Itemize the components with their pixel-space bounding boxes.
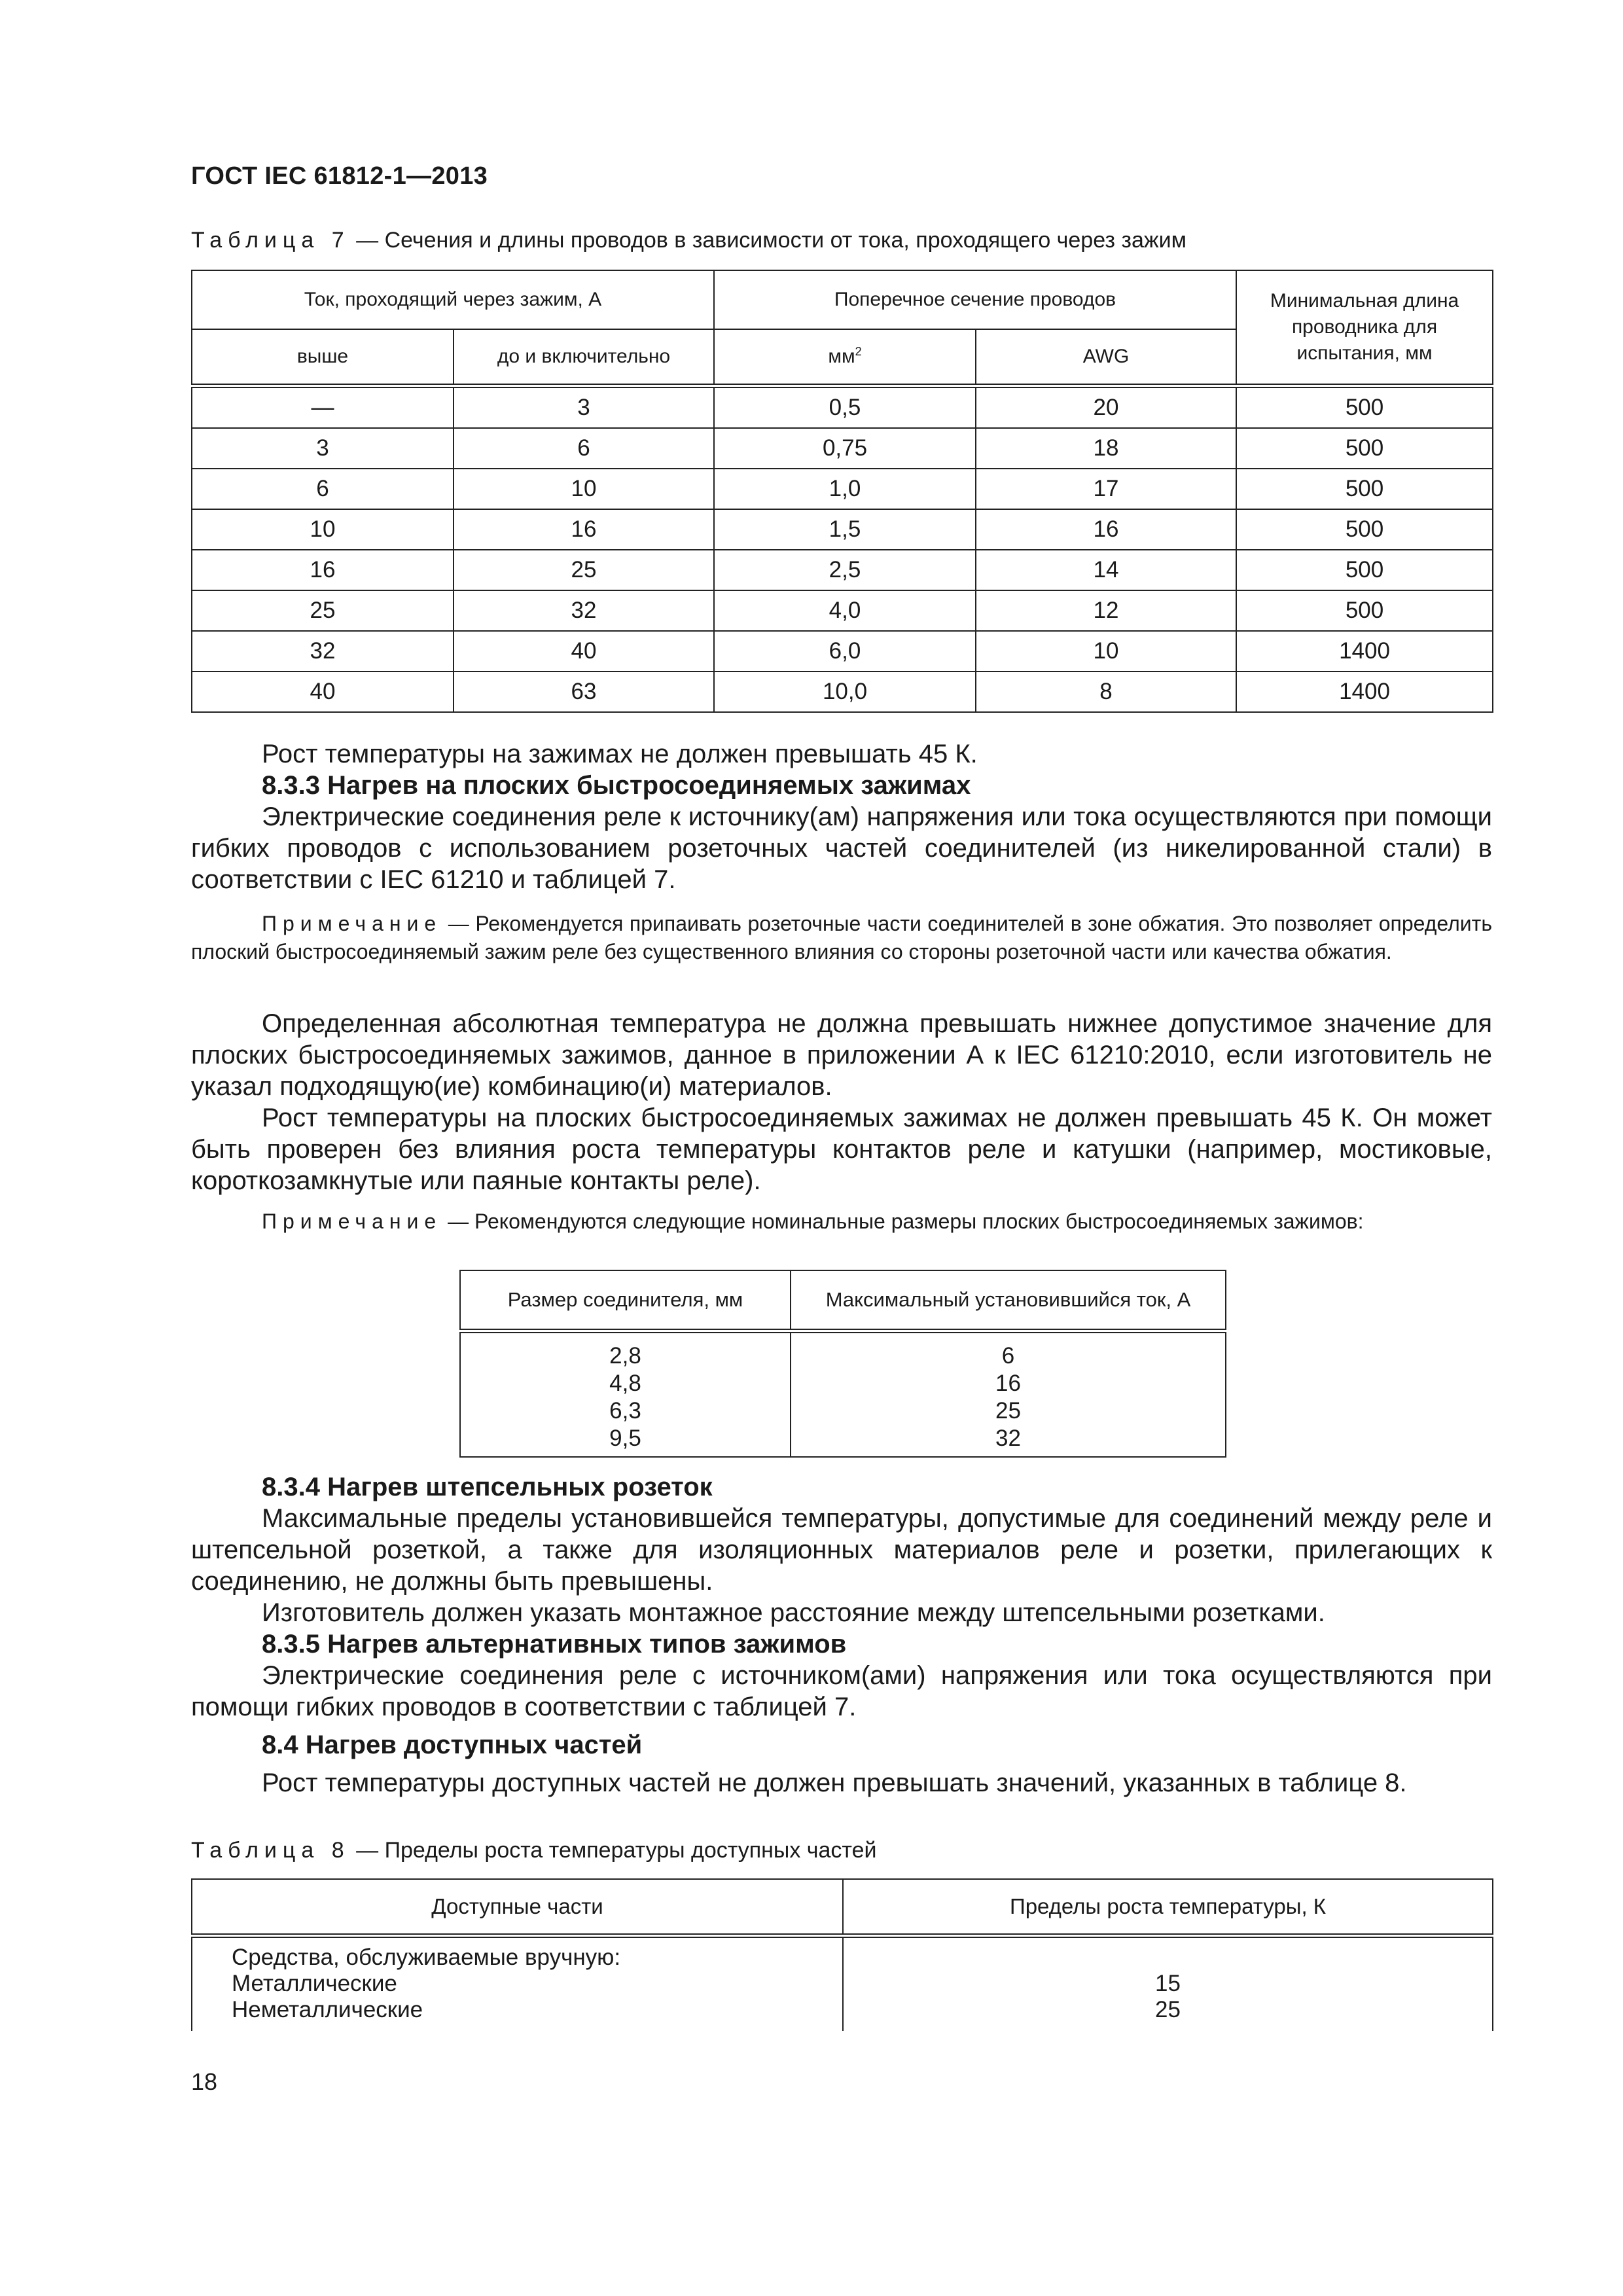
table7-cell-mm2: 4,0 bbox=[714, 590, 976, 631]
connector-size-value: 2,8 bbox=[609, 1342, 641, 1369]
table7-caption-prefix: Таблица 7 bbox=[191, 228, 350, 253]
paragraph-absolute-temperature: Определенная абсолютная температура не должна превышать нижнее допустимое значение для плоских быстросоединяемых зажимов, данное в приложении А к IEC 61210:2010, если изготовитель не указал подходящую(ие) комбинацию(и) материалов. bbox=[191, 1009, 1492, 1101]
connector-current-value: 16 bbox=[995, 1370, 1021, 1396]
table7-header-upto: до и включительно bbox=[454, 329, 714, 386]
table7-cell-mm2: 10,0 bbox=[714, 672, 976, 712]
note-2-label: Примечание bbox=[262, 1210, 442, 1233]
note-2-text: — Рекомендуются следующие номинальные размеры плоских быстросоединяемых зажимов: bbox=[442, 1210, 1364, 1233]
heading-8-3-3: 8.3.3 Нагрев на плоских быстросоединяемых зажимах bbox=[262, 771, 971, 800]
heading-8-4: 8.4 Нагрев доступных частей bbox=[262, 1731, 643, 1759]
paragraph-alternative-terminals: Электрические соединения реле с источником(ами) напряжения или тока осуществляются при помощи гибких проводов в соответствии с таблицей 7. bbox=[191, 1661, 1492, 1721]
table7-header-above: выше bbox=[192, 329, 454, 386]
table7-cell-awg: 10 bbox=[976, 631, 1236, 672]
page-number: 18 bbox=[191, 2068, 218, 2095]
table8-parts-cell bbox=[192, 1935, 843, 2031]
table7-row bbox=[192, 550, 1493, 590]
table8-group-label: Средства, обслуживаемые вручную: bbox=[232, 1944, 621, 1970]
table7-cell-above: 16 bbox=[192, 550, 454, 590]
paragraph-mounting-distance: Изготовитель должен указать монтажное расстояние между штепсельными розетками. bbox=[262, 1598, 1325, 1627]
table7-cell-length: 500 bbox=[1236, 509, 1493, 550]
heading-8-3-4: 8.3.4 Нагрев штепсельных розеток bbox=[262, 1473, 713, 1501]
table7-cell-mm2: 6,0 bbox=[714, 631, 976, 672]
table7-cell-length: 1400 bbox=[1236, 672, 1493, 712]
paragraph-temperature-rise-flat: Рост температуры на плоских быстросоединяемых зажимах не должен превышать 45 К. Он может быть проверен без влияния роста температуры контактов реле и катушки (например, мостиковые, короткозамкнутые или паяные контакты реле). bbox=[191, 1103, 1492, 1195]
table7-cell-above: 3 bbox=[192, 428, 454, 469]
table7-cell-upto: 3 bbox=[454, 386, 714, 428]
connector-size-table bbox=[459, 1270, 1226, 1458]
table7-row bbox=[192, 631, 1493, 672]
section-8-3-4-block bbox=[191, 1471, 1492, 1799]
table8-value-nonmetal: 25 bbox=[1155, 1996, 1181, 2022]
table7-cell-upto: 40 bbox=[454, 631, 714, 672]
paragraph-socket-limits: Максимальные пределы установившейся температуры, допустимые для соединений между реле и штепсельной розеткой, а также для изоляционных материалов реле и розетки, прилегающих к соединению, не должны быть превышены. bbox=[191, 1504, 1492, 1596]
table7-caption bbox=[191, 228, 1186, 253]
connector-current-value: 25 bbox=[995, 1397, 1021, 1424]
connector-current-cell bbox=[791, 1331, 1226, 1457]
table7-cell-upto: 32 bbox=[454, 590, 714, 631]
table7-header-awg: AWG bbox=[976, 329, 1236, 386]
table7-header-min-length: Минимальная длина проводника для испытания, мм bbox=[1236, 270, 1493, 386]
table7-cell-length: 500 bbox=[1236, 386, 1493, 428]
table8 bbox=[191, 1878, 1493, 2031]
table7-cell-above: 32 bbox=[192, 631, 454, 672]
table7-cell-above: 10 bbox=[192, 509, 454, 550]
table7-cell-upto: 16 bbox=[454, 509, 714, 550]
table7-cell-above: — bbox=[192, 386, 454, 428]
paragraph-accessible-parts: Рост температуры доступных частей не должен превышать значений, указанных в таблице 8. bbox=[262, 1768, 1407, 1797]
connector-current-value: 32 bbox=[995, 1425, 1021, 1451]
table7-cell-upto: 25 bbox=[454, 550, 714, 590]
table7-cell-awg: 18 bbox=[976, 428, 1236, 469]
table8-item-nonmetal: Неметаллические bbox=[232, 1996, 423, 2022]
connector-current-value: 6 bbox=[1001, 1342, 1015, 1369]
table7-cell-above: 6 bbox=[192, 469, 454, 509]
table7-row bbox=[192, 509, 1493, 550]
paragraph-temperature-rise: Рост температуры на зажимах не должен превышать 45 К. bbox=[262, 740, 978, 768]
connector-size-value: 4,8 bbox=[609, 1370, 641, 1396]
table7-cell-length: 500 bbox=[1236, 469, 1493, 509]
table7-row bbox=[192, 590, 1493, 631]
table7-row bbox=[192, 386, 1493, 428]
connector-size-cell bbox=[460, 1331, 791, 1457]
table7-cell-awg: 14 bbox=[976, 550, 1236, 590]
table7-header-mm2-sup: 2 bbox=[855, 345, 862, 359]
table8-header-parts: Доступные части bbox=[192, 1879, 843, 1935]
note-1-text: — Рекомендуется припаивать розеточные части соединителей в зоне обжатия. Это позволяет определить плоский быстросоединяемый зажим реле без существенного влияния со стороны розеточной части или качества обжатия. bbox=[191, 912, 1492, 963]
table7-cell-length: 500 bbox=[1236, 590, 1493, 631]
table7-header-current: Ток, проходящий через зажим, А bbox=[192, 270, 714, 329]
table7-header-section: Поперечное сечение проводов bbox=[714, 270, 1236, 329]
table7-header-mm2-base: мм bbox=[828, 346, 855, 368]
section-8-3-3-block bbox=[191, 738, 1492, 895]
table7-cell-upto: 63 bbox=[454, 672, 714, 712]
table7 bbox=[191, 270, 1493, 713]
table7-cell-upto: 6 bbox=[454, 428, 714, 469]
table7-row bbox=[192, 469, 1493, 509]
table7-cell-awg: 17 bbox=[976, 469, 1236, 509]
table7-header-mm2 bbox=[714, 329, 976, 386]
table7-cell-awg: 20 bbox=[976, 386, 1236, 428]
table7-cell-mm2: 1,5 bbox=[714, 509, 976, 550]
table7-cell-length: 500 bbox=[1236, 428, 1493, 469]
connector-size-value: 9,5 bbox=[609, 1425, 641, 1451]
table7-cell-length: 1400 bbox=[1236, 631, 1493, 672]
table8-header-limits: Пределы роста температуры, К bbox=[843, 1879, 1493, 1935]
table7-cell-awg: 12 bbox=[976, 590, 1236, 631]
table8-caption bbox=[191, 1838, 877, 1863]
connector-size-value: 6,3 bbox=[609, 1397, 641, 1424]
table8-limits-cell bbox=[843, 1935, 1493, 2031]
table8-caption-text: — Пределы роста температуры доступных частей bbox=[349, 1838, 877, 1863]
section-temperature-block bbox=[191, 1008, 1492, 1196]
table8-value-metal: 15 bbox=[1155, 1970, 1181, 1996]
table7-cell-length: 500 bbox=[1236, 550, 1493, 590]
table7-cell-mm2: 0,75 bbox=[714, 428, 976, 469]
table7-row bbox=[192, 672, 1493, 712]
table7-caption-text: — Сечения и длины проводов в зависимости от тока, проходящего через зажим bbox=[349, 228, 1187, 253]
table7-cell-mm2: 0,5 bbox=[714, 386, 976, 428]
table7-row bbox=[192, 428, 1493, 469]
note-1-label: Примечание bbox=[262, 912, 442, 935]
table7-cell-mm2: 1,0 bbox=[714, 469, 976, 509]
note-2 bbox=[191, 1208, 1492, 1236]
note-1 bbox=[191, 910, 1492, 966]
table7-cell-above: 25 bbox=[192, 590, 454, 631]
paragraph-connections: Электрические соединения реле к источнику(ам) напряжения или тока осуществляются при помощи гибких проводов с использованием розеточных частей соединителей (из никелированной стали) в соответствии с IEC 61210 и таблицей 7. bbox=[191, 802, 1492, 894]
table7-cell-above: 40 bbox=[192, 672, 454, 712]
table7-cell-upto: 10 bbox=[454, 469, 714, 509]
table8-item-metal: Металлические bbox=[232, 1970, 397, 1996]
connector-size-header: Размер соединителя, мм bbox=[460, 1270, 791, 1331]
table7-cell-awg: 8 bbox=[976, 672, 1236, 712]
table7-cell-mm2: 2,5 bbox=[714, 550, 976, 590]
connector-current-header: Максимальный установившийся ток, А bbox=[791, 1270, 1226, 1331]
document-header: ГОСТ IEC 61812-1—2013 bbox=[191, 162, 488, 190]
table8-caption-prefix: Таблица 8 bbox=[191, 1838, 350, 1863]
table7-cell-awg: 16 bbox=[976, 509, 1236, 550]
heading-8-3-5: 8.3.5 Нагрев альтернативных типов зажимов bbox=[262, 1630, 847, 1659]
